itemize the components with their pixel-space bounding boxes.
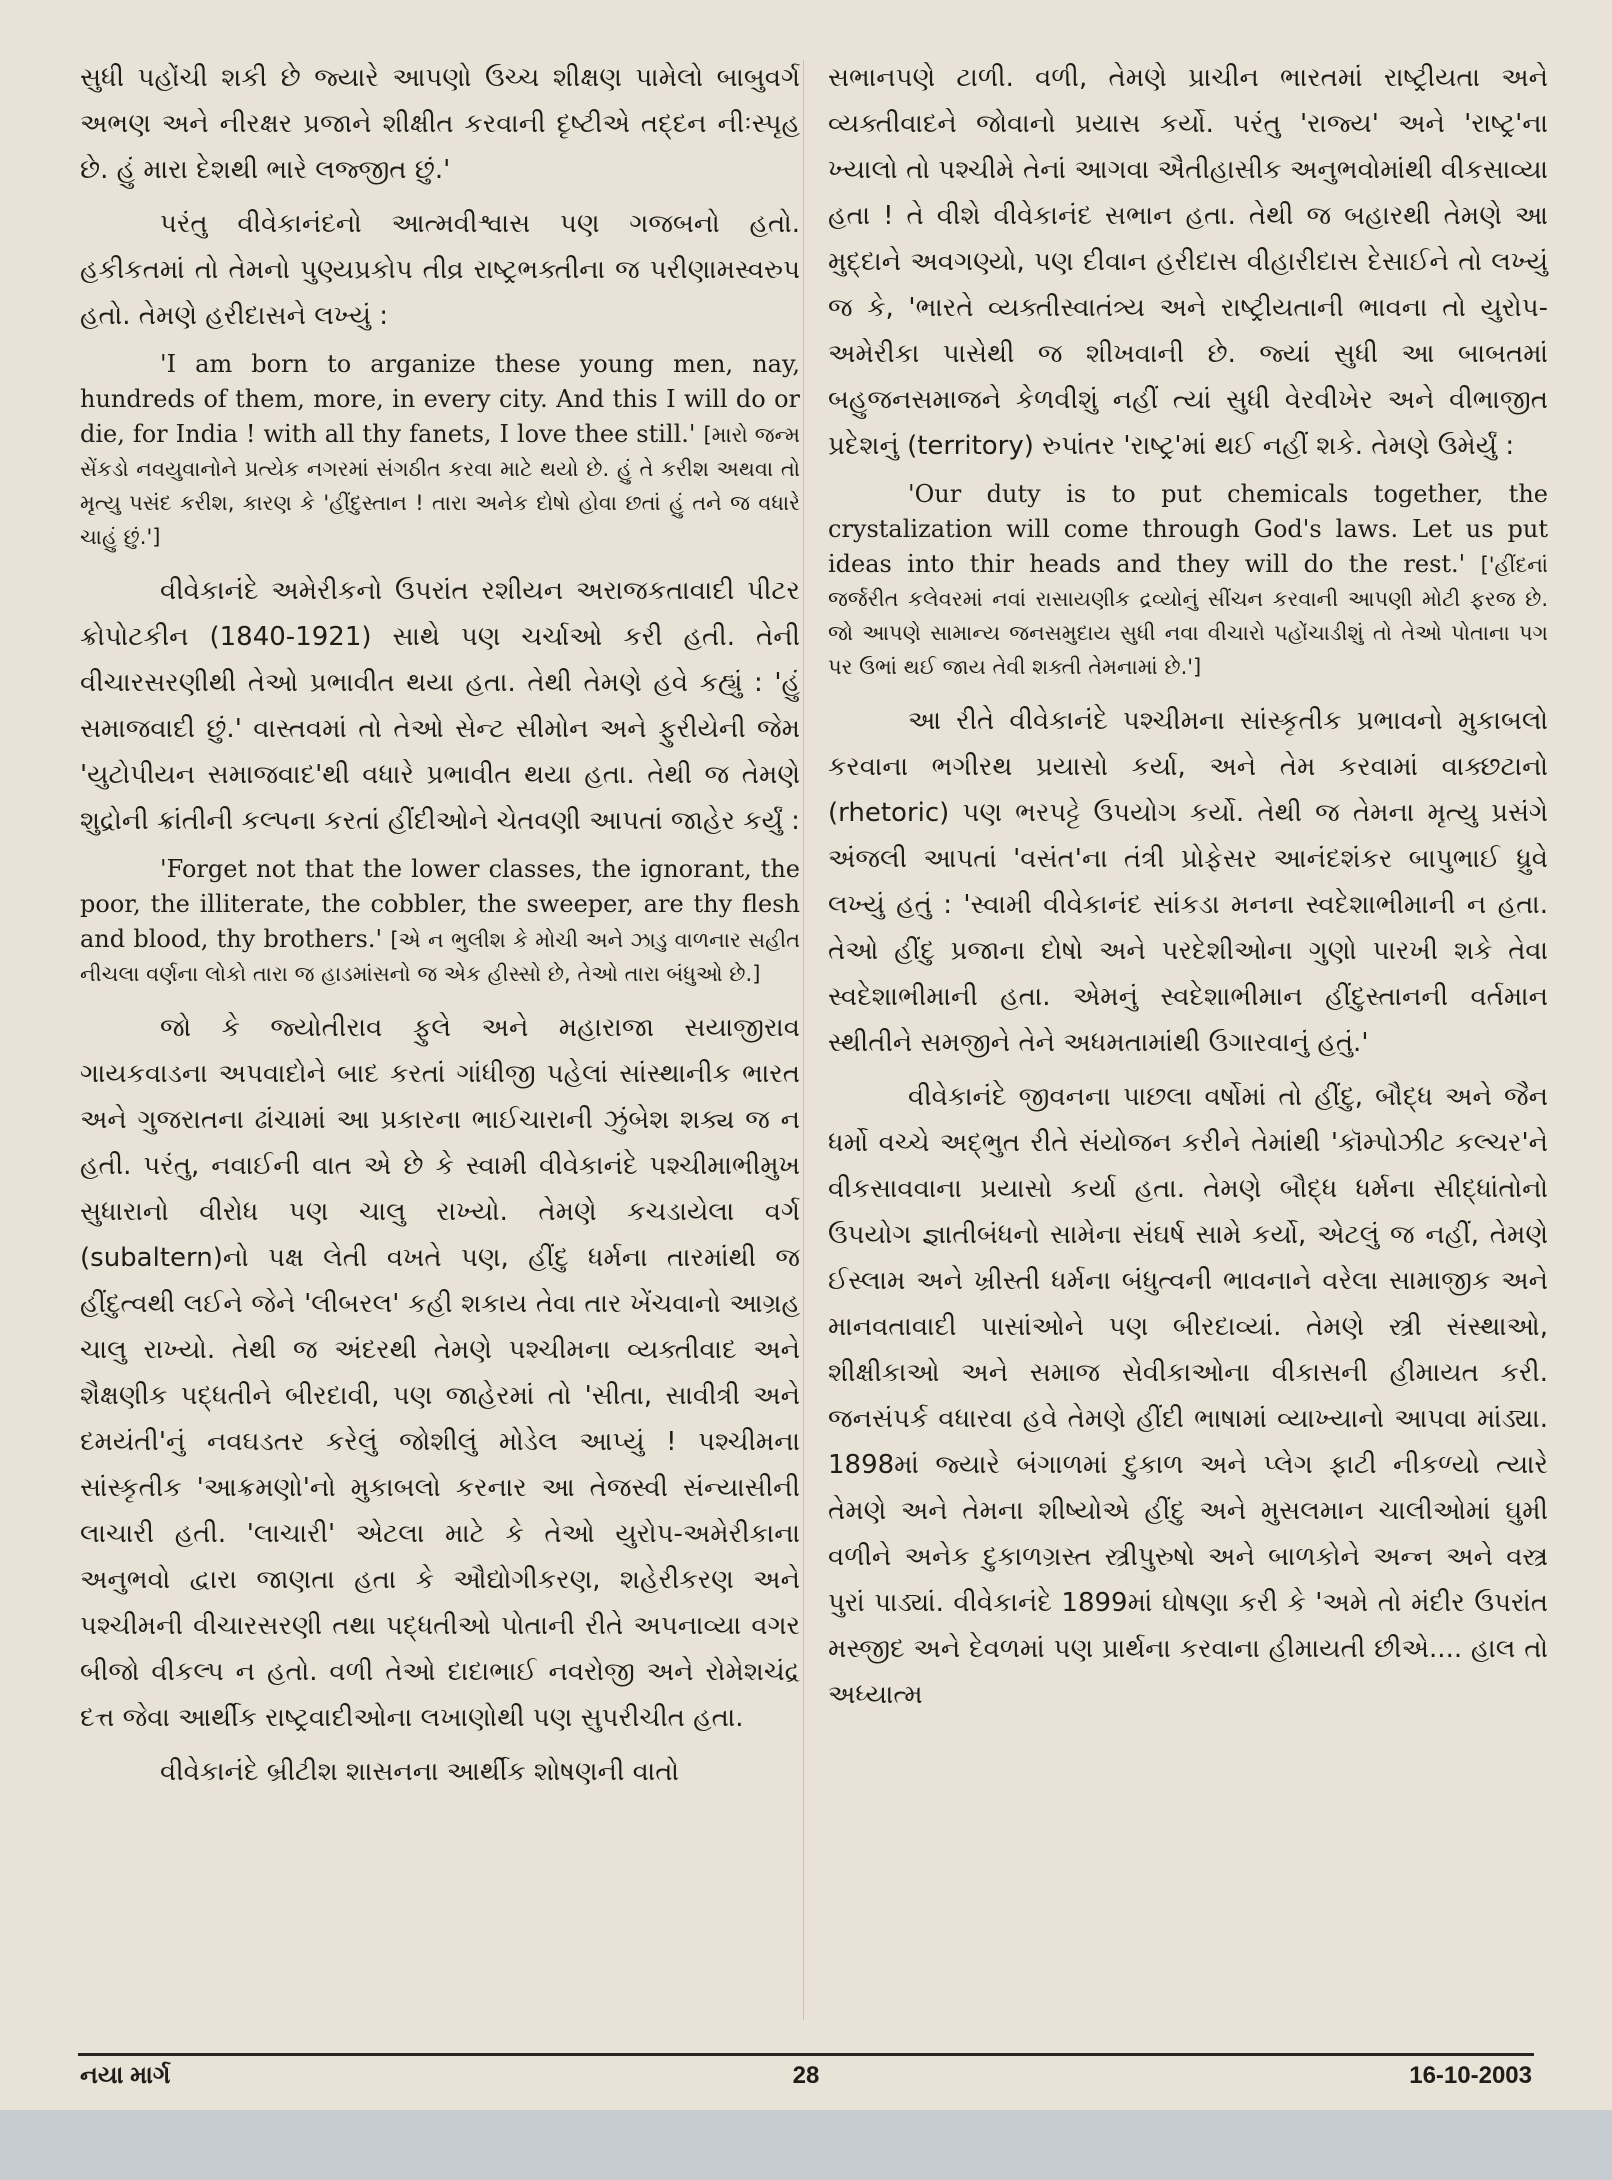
quote-english: 'Forget not that the lower classes, the ignorant, the poor, the illiterate, the cobbler, the sweeper, are thy flesh and blood, thy brothers.' [80, 855, 800, 953]
page-number: 28 [792, 2062, 820, 2089]
block-quote [80, 347, 800, 554]
paragraph: પરંતુ વીવેકાનંદનો આત્મવીશ્વાસ પણ ગજબનો હતો. હકીકતમાં તો તેમનો પુણ્યપ્રકોપ તીવ્ર રાષ્ટ્રભક્તીના જ પરીણામસ્વરુપ હતો. તેમણે હરીદાસને લખ્યું : [80, 209, 800, 331]
quote-gujarati-translation: [મારો જન્મ સેંકડો નવયુવાનોને પ્રત્યેક નગરમાં સંગઠીત કરવા માટે થયો છે. હું તે કરીશ અથવા તો મૃત્યુ પસંદ કરીશ, કારણ કે 'હીંદુસ્તાન ! તારા અનેક દોષો હોવા છતાં હું તને જ વધારે ચાહું છું.'] [80, 423, 800, 549]
page-footer [80, 2062, 1532, 2102]
left-column [80, 55, 800, 1803]
paragraph: જો કે જ્યોતીરાવ ફુલે અને મહારાજા સયાજીરાવ ગાયકવાડના અપવાદોને બાદ કરતાં ગાંધીજી પહેલાં સાંસ્થાનીક ભારત અને ગુજરાતના ઢાંચામાં આ પ્રકારના ભાઈચારાની ઝુંબેશ શક્ય જ ન હતી. પરંતુ, નવાઈની વાત એ છે કે સ્વામી વીવેકાનંદે પશ્ચીમાભીમુખ સુધારાનો વીરોધ પણ ચાલુ રાખ્યો. તેમણે કચડાયેલા વર્ગ (subaltern)નો પક્ષ લેતી વખતે પણ, હીંદુ ધર્મના તારમાંથી જ હીંદુત્વથી લઈને જેને 'લીબરલ' કહી શકાય તેવા તાર ખેંચવાનો આગ્રહ ચાલુ રાખ્યો. તેથી જ અંદરથી તેમણે પશ્ચીમના વ્યક્તીવાદ અને શૈક્ષણીક પદ્ધતીને બીરદાવી, પણ જાહેરમાં તો 'સીતા, સાવીત્રી અને દમયંતી'નું નવઘડતર કરેલું જોશીલું મોડેલ આપ્યું ! પશ્ચીમના સાંસ્કૃતીક 'આક્રમણો'નો મુકાબલો કરનાર આ તેજસ્વી સંન્યાસીની લાચારી હતી. 'લાચારી' એટલા માટે કે તેઓ યુરોપ-અમેરીકાના અનુભવો દ્વારા જાણતા હતા કે ઔદ્યોગીકરણ, શહેરીકરણ અને પશ્ચીમની વીચારસરણી તથા પદ્ધતીઓ પોતાની રીતે અપનાવ્યા વગર બીજો વીકલ્પ ન હતો. વળી તેઓ દાદાભાઈ નવરોજી અને રોમેશચંદ્ર દત્ત જેવા આર્થીક રાષ્ટ્રવાદીઓના લખાણોથી પણ સુપરીચીત હતા. [80, 1013, 800, 1733]
block-quote [828, 477, 1548, 684]
quote-gujarati-translation: ['હીંદનાં જર્જરીત કલેવરમાં નવાં રાસાયણીક દ્રવ્યોનું સીંચન કરવાની આપણી મોટી ફરજ છે. જો આપણે સામાન્ય જનસમુદાય સુધી નવા વીચારો પહોંચાડીશું તો તેઓ પોતાના પગ પર ઉભાં થઈ જાય તેવી શક્તી તેમનામાં છે.'] [828, 553, 1548, 679]
paragraph: વીવેકાનંદે જીવનના પાછલા વર્ષોમાં તો હીંદુ, બૌદ્ધ અને જૈન ધર્મો વચ્ચે અદ્ભુત રીતે સંયોજન કરીને તેમાંથી 'કૉમ્પોઝીટ કલ્ચર'ને વીકસાવવાના પ્રયાસો કર્યા હતા. તેમણે બૌદ્ધ ધર્મના સીદ્ધાંતોનો ઉપયોગ જ્ઞાતીબંધનો સામેના સંઘર્ષ સામે કર્યો, એટલું જ નહીં, તેમણે ઈસ્લામ અને ખ્રીસ્તી ધર્મના બંધુત્વની ભાવનાને વરેલા સામાજીક અને માનવતાવાદી પાસાંઓને પણ બીરદાવ્યાં. તેમણે સ્ત્રી સંસ્થાઓ, શીક્ષીકાઓ અને સમાજ સેવીકાઓના વીકાસની હીમાયત કરી. જનસંપર્ક વધારવા હવે તેમણે હીંદી ભાષામાં વ્યાખ્યાનો આપવા માંડ્યા. 1898માં જ્યારે બંગાળમાં દુકાળ અને પ્લેગ ફાટી નીકળ્યો ત્યારે તેમણે અને તેમના શીષ્યોએ હીંદુ અને મુસલમાન ચાલીઓમાં ઘુમી વળીને અનેક દુકાળગ્રસ્ત સ્ત્રીપુરુષો અને બાળકોને અન્ન અને વસ્ત્ર પુરાં પાડ્યાં. વીવેકાનંદે 1899માં ઘોષણા કરી કે 'અમે તો મંદીર ઉપરાંત મસ્જીદ અને દેવળમાં પણ પ્રાર્થના કરવાના હીમાયતી છીએ.... હાલ તો અધ્યાત્મ [828, 1082, 1548, 1710]
paragraph: વીવેકાનંદે અમેરીકનો ઉપરાંત રશીયન અરાજકતાવાદી પીટર ક્રોપોટકીન (1840-1921) સાથે પણ ચર્ચાઓ કરી હતી. તેની વીચારસરણીથી તેઓ પ્રભાવીત થયા હતા. તેથી તેમણે હવે કહ્યું : 'હું સમાજવાદી છું.' વાસ્તવમાં તો તેઓ સેન્ટ સીમોન અને ફુરીયેની જેમ 'યુટોપીયન સમાજવાદ'થી વધારે પ્રભાવીત થયા હતા. તેથી જ તેમણે શુદ્રોની ક્રાંતીની કલ્પના કરતાં હીંદીઓને ચેતવણી આપતાં જાહેર કર્યું : [80, 576, 800, 836]
issue-date: 16-10-2003 [1409, 2062, 1532, 2089]
quote-english: 'I am born to arganize these young men, nay, hundreds of them, more, in every city. And this I will do or die, for India ! with all thy fanets, I love thee still.' [80, 350, 800, 448]
scan-edge [0, 2110, 1612, 2180]
quote-gujarati-translation: [એ ન ભુલીશ કે મોચી અને ઝાડુ વાળનાર સહીત નીચલા વર્ણના લોકો તારા જ હાડમાંસનો જ એક હીસ્સો છે, તેઓ તારા બંધુઓ છે.] [80, 928, 800, 986]
quote-english: 'Our duty is to put chemicals together, the crystalization will come through God's laws. Let us put ideas into thir heads and they will do the rest.' [828, 480, 1548, 578]
publication-name: નયા માર્ગ [80, 2062, 171, 2089]
right-column [828, 55, 1548, 1726]
column-divider [803, 60, 804, 2020]
paragraph-continuation: સુધી પહોંચી શકી છે જ્યારે આપણો ઉચ્ચ શીક્ષણ પામેલો બાબુવર્ગ અભણ અને નીરક્ષર પ્રજાને શીક્ષીત કરવાની દૃષ્ટીએ તદ્દન નીઃસ્પૃહ છે. હું મારા દેશથી ભારે લજ્જીત છું.' [80, 63, 800, 185]
footer-rule [78, 2053, 1534, 2056]
block-quote [80, 852, 800, 991]
paragraph: આ રીતે વીવેકાનંદે પશ્ચીમના સાંસ્કૃતીક પ્રભાવનો મુકાબલો કરવાના ભગીરથ પ્રયાસો કર્યા, અને તેમ કરવામાં વાક્છટાનો (rhetoric) પણ ભરપટ્ટે ઉપયોગ કર્યો. તેથી જ તેમના મૃત્યુ પ્રસંગે અંજલી આપતાં 'વસંત'ના તંત્રી પ્રોફેસર આનંદશંકર બાપુભાઈ ધ્રુવે લખ્યું હતું : 'સ્વામી વીવેકાનંદ સાંકડા મનના સ્વદેશાભીમાની ન હતા. તેઓ હીંદુ પ્રજાના દોષો અને પરદેશીઓના ગુણો પારખી શકે તેવા સ્વદેશાભીમાની હતા. એમનું સ્વદેશાભીમાન હીંદુસ્તાનની વર્તમાન સ્થીતીને સમજીને તેને અધમતામાંથી ઉગારવાનું હતું.' [828, 706, 1548, 1058]
paragraph-continuation: સભાનપણે ટાળી. વળી, તેમણે પ્રાચીન ભારતમાં રાષ્ટ્રીયતા અને વ્યક્તીવાદને જોવાનો પ્રયાસ કર્યો. પરંતુ 'રાજ્ય' અને 'રાષ્ટ્ર'ના ખ્યાલો તો પશ્ચીમે તેનાં આગવા ઐતીહાસીક અનુભવોમાંથી વીકસાવ્યા હતા ! તે વીશે વીવેકાનંદ સભાન હતા. તેથી જ બહારથી તેમણે આ મુદ્દાને અવગણ્યો, પણ દીવાન હરીદાસ વીહારીદાસ દેસાઈને તો લખ્યું જ કે, 'ભારતે વ્યક્તીસ્વાતંત્ર્ય અને રાષ્ટ્રીયતાની ભાવના તો યુરોપ-અમેરીકા પાસેથી જ શીખવાની છે. જ્યાં સુધી આ બાબતમાં બહુજનસમાજને કેળવીશું નહીં ત્યાં સુધી વેરવીખેર અને વીભાજીત પ્રદેશનું (territory) રુપાંતર 'રાષ્ટ્ર'માં થઈ નહીં શકે. તેમણે ઉમેર્યું : [828, 63, 1548, 461]
paragraph: વીવેકાનંદે બ્રીટીશ શાસનના આર્થીક શોષણની વાતો [160, 1757, 679, 1787]
